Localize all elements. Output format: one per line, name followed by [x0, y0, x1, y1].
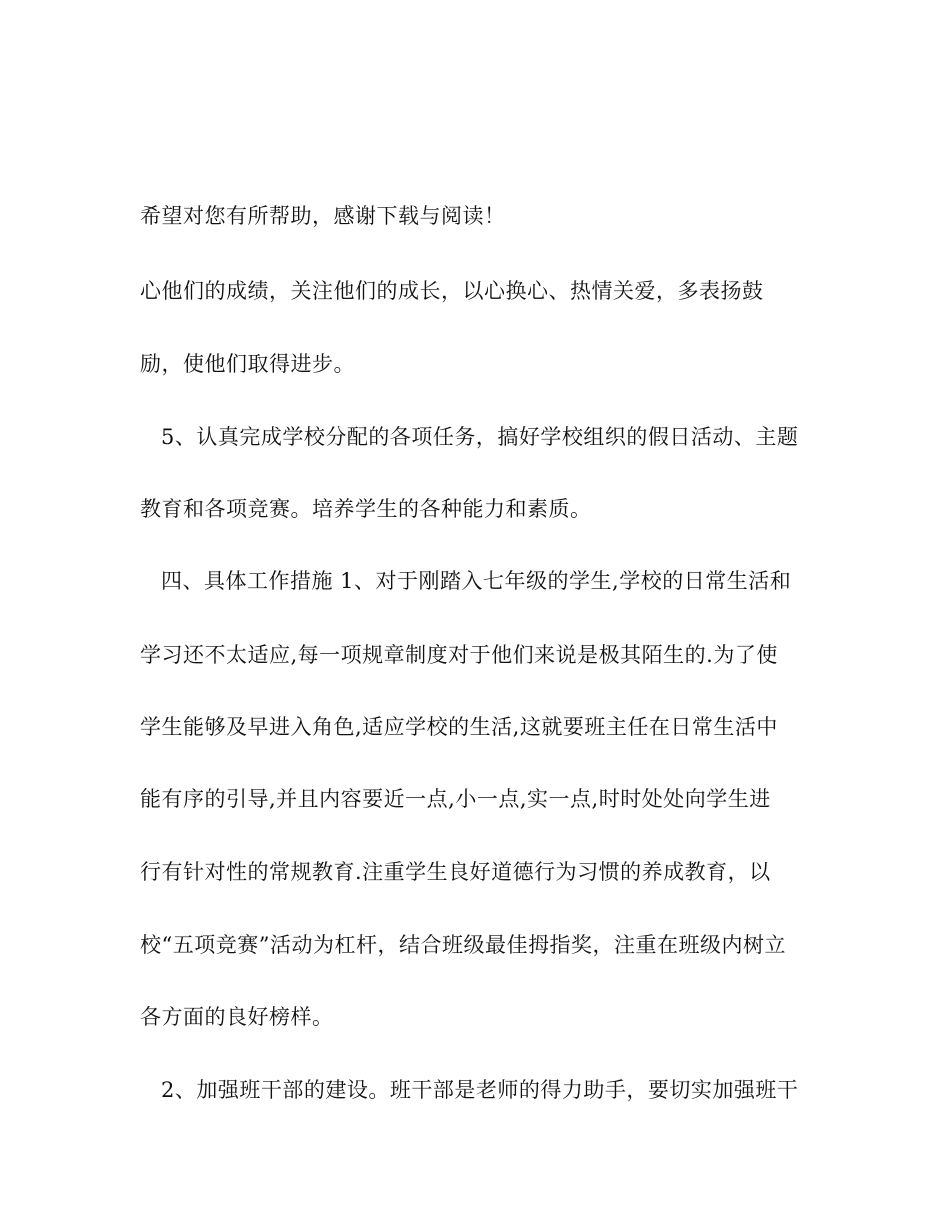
- text-line: 2、加强班干部的建设。班干部是老师的得力助手，要切实加强班干: [161, 1078, 799, 1102]
- text-line: 行有针对性的常规教育.注重学生良好道德行为习惯的养成教育，以: [140, 860, 771, 884]
- text-line: 校“五项竞赛”活动为杠杆，结合班级最佳拇指奖，注重在班级内树立: [140, 933, 786, 957]
- text-line: 各方面的良好榜样。: [140, 1005, 334, 1029]
- text-line: 四、具体工作措施 1、对于刚踏入七年级的学生,学校的日常生活和: [161, 569, 792, 593]
- text-line: 学生能够及早进入角色,适应学校的生活,这就要班主任在日常生活中: [140, 715, 778, 739]
- text-line: 学习还不太适应,每一项规章制度对于他们来说是极其陌生的.为了使: [140, 643, 778, 667]
- text-line: 教育和各项竞赛。培养学生的各种能力和素质。: [140, 497, 592, 521]
- text-line: 励，使他们取得进步。: [140, 352, 355, 376]
- text-line: 5、认真完成学校分配的各项任务，搞好学校组织的假日活动、主题: [161, 425, 799, 449]
- text-line: 能有序的引导,并且内容要近一点,小一点,实一点,时时处处向学生进: [140, 787, 771, 811]
- text-line: 希望对您有所帮助，感谢下载与阅读！: [140, 204, 506, 228]
- text-line: 心他们的成绩，关注他们的成长，以心换心、热情关爱，多表扬鼓: [140, 279, 764, 303]
